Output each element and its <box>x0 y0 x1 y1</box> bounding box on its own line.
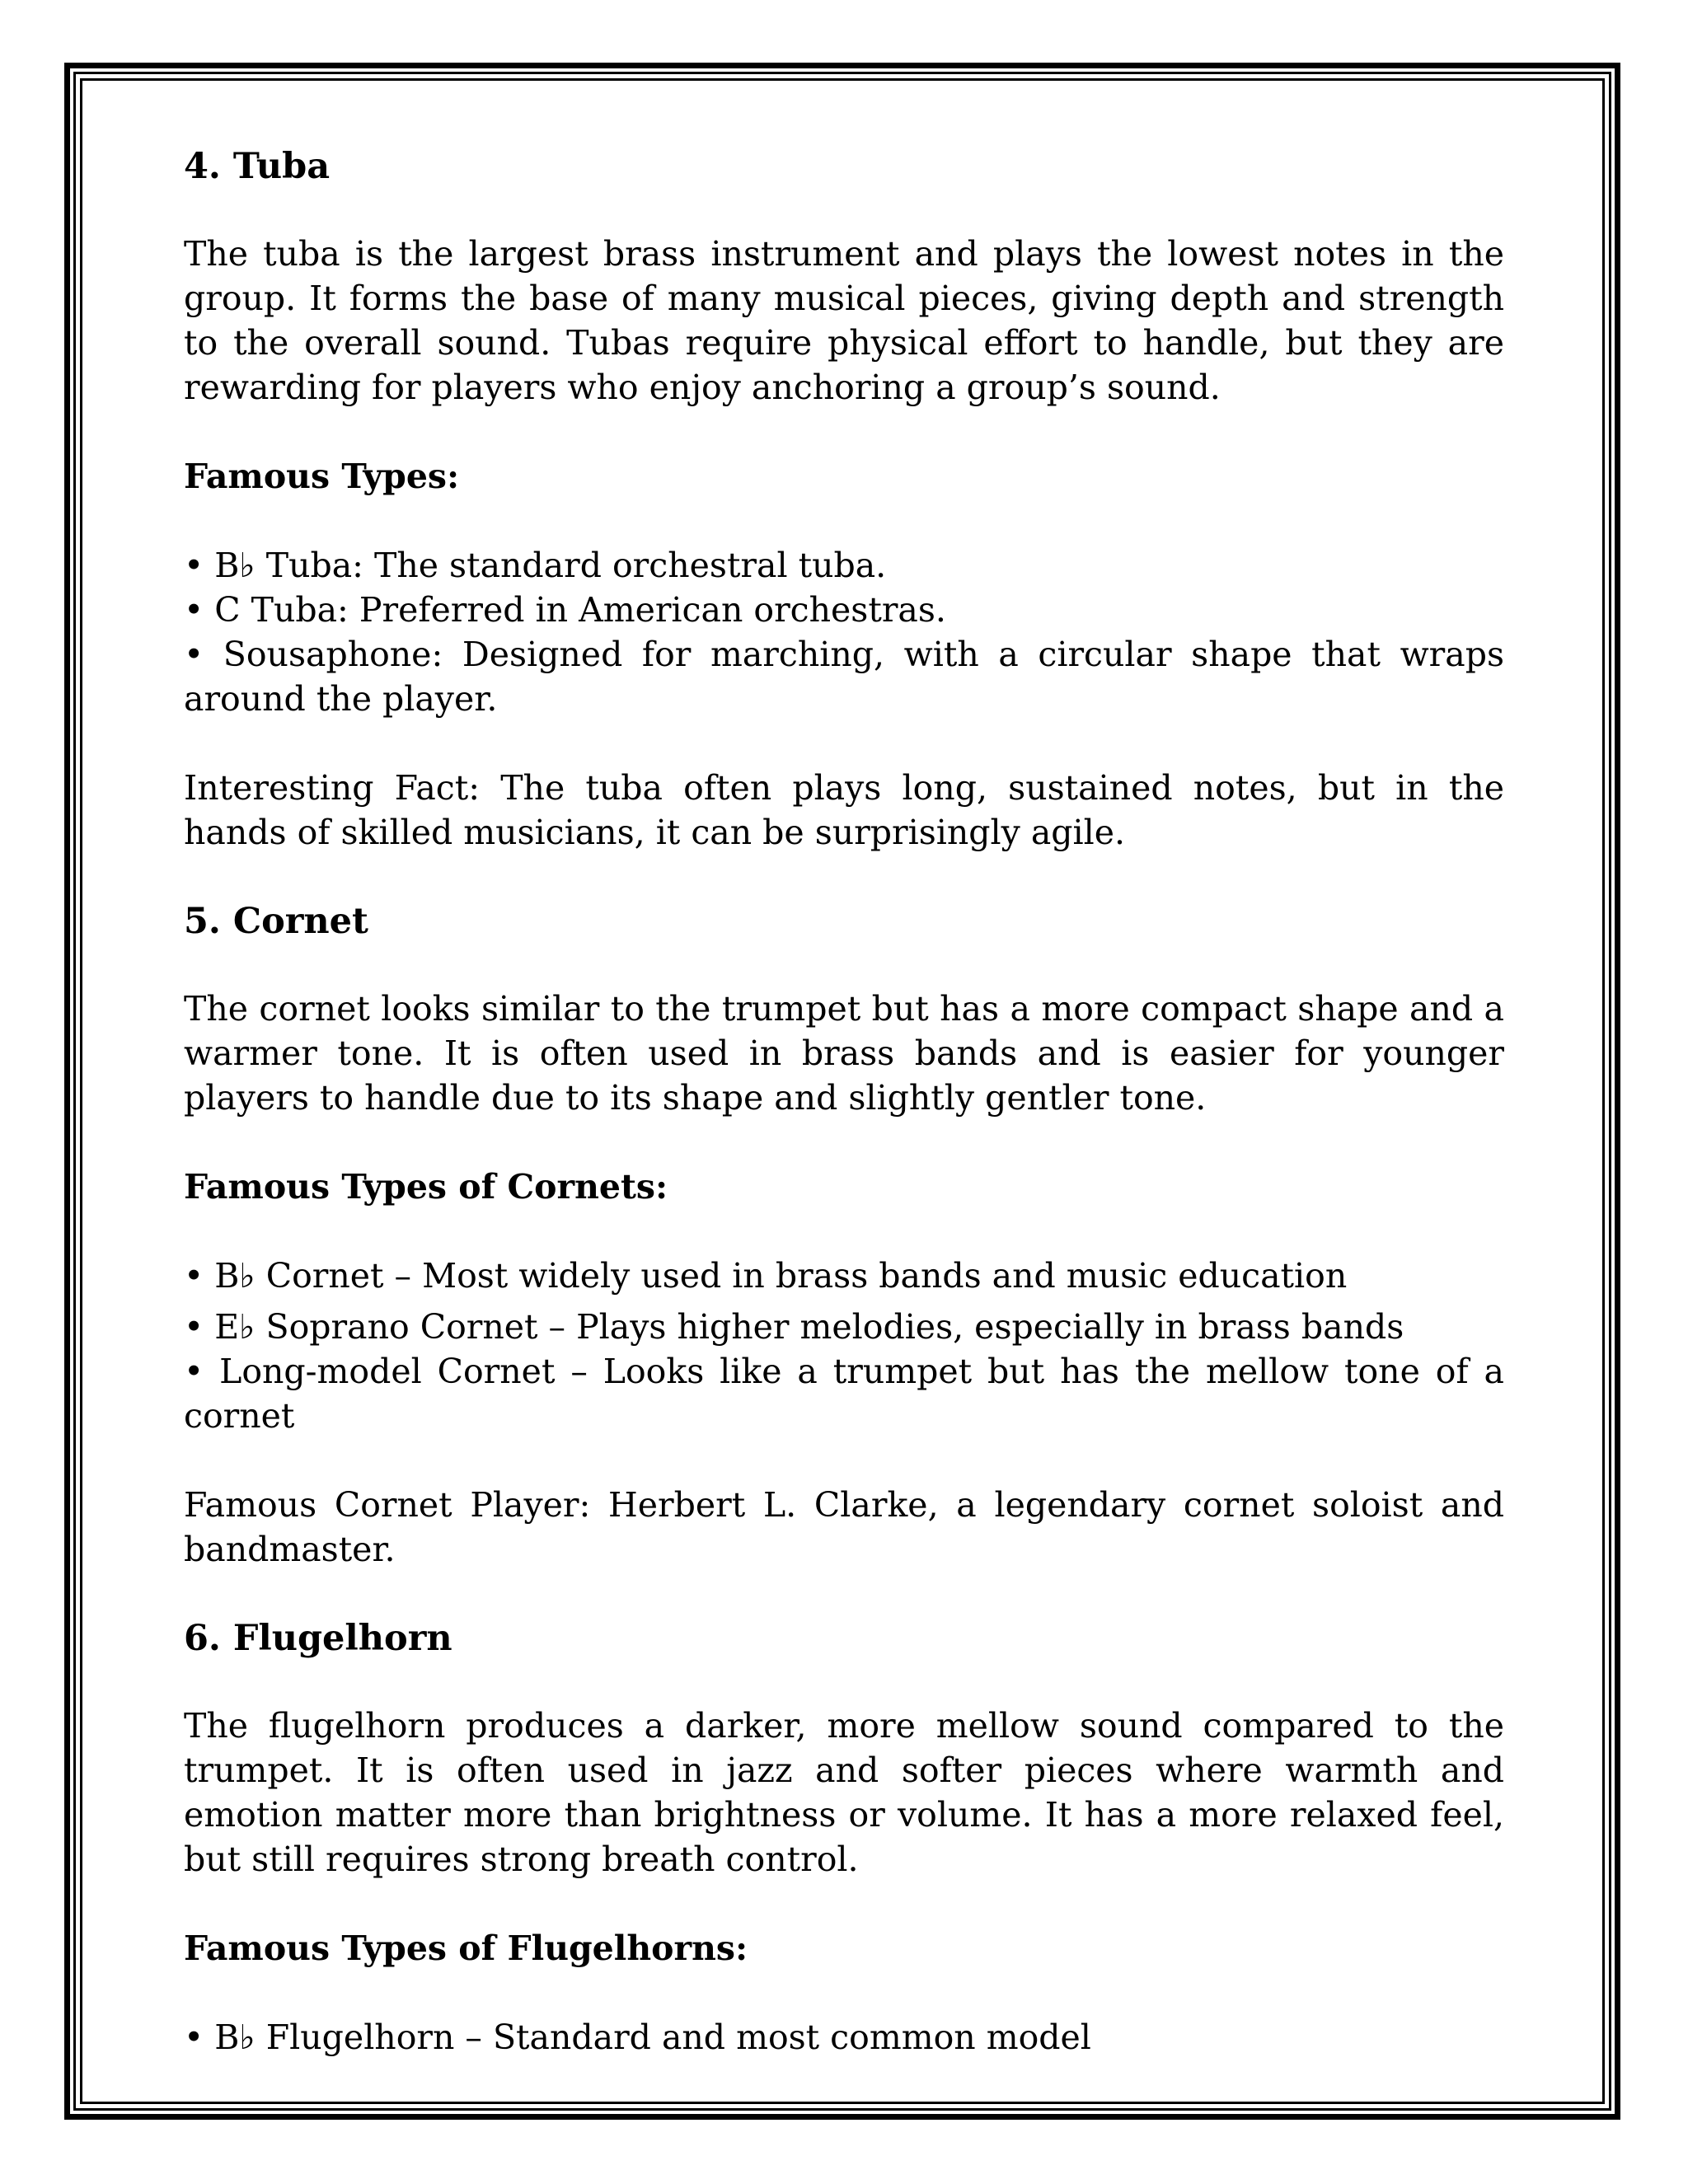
list-item: • B♭ Tuba: The standard orchestral tuba. <box>184 546 887 585</box>
section-description: The tuba is the largest brass instrument and plays the lowest notes in the group. It forms the base of many musical pieces, giving depth and strength to the overall sound. Tubas require physical effort to handle, but they are rewarding for players who enjoy anchoring a group’s sound. <box>184 234 1504 407</box>
document-body <box>184 144 1504 2060</box>
list-item: • Sousaphone: Designed for marching, with a circular shape that wraps around the player. <box>184 635 1504 719</box>
list-item: • Long-model Cornet – Looks like a trumpet but has the mellow tone of a cornet <box>184 1352 1504 1436</box>
section-tuba <box>184 144 1504 899</box>
types-list <box>184 1254 1504 1438</box>
types-subheading: Famous Types: <box>184 457 460 496</box>
list-item: • E♭ Soprano Cornet – Plays higher melodies, especially in brass bands <box>184 1307 1404 1347</box>
section-cornet <box>184 899 1504 1616</box>
interesting-fact: Interesting Fact: The tuba often plays long, sustained notes, but in the hands of skilled musicians, it can be surprisingly agile. <box>184 768 1504 852</box>
section-heading: 6. Flugelhorn <box>184 1618 452 1659</box>
list-item: • B♭ Flugelhorn – Standard and most common model <box>184 2018 1091 2057</box>
section-description: The flugelhorn produces a darker, more mellow sound compared to the trumpet. It is often used in jazz and softer pieces where warmth and emotion matter more than brightness or volume. It has a more relaxed feel, but still requires strong breath control. <box>184 1706 1504 1879</box>
section-flugelhorn <box>184 1616 1504 2060</box>
list-item: • C Tuba: Preferred in American orchestras. <box>184 590 946 630</box>
types-list <box>184 2015 1504 2060</box>
section-heading: 5. Cornet <box>184 901 368 942</box>
types-subheading: Famous Types of Cornets: <box>184 1167 668 1207</box>
section-description: The cornet looks similar to the trumpet but has a more compact shape and a warmer tone. It is often used in brass bands and is easier for younger players to handle due to its shape and slightly gentler tone. <box>184 989 1504 1118</box>
list-item: • B♭ Cornet – Most widely used in brass bands and music education <box>184 1256 1348 1296</box>
section-heading: 4. Tuba <box>184 146 331 187</box>
famous-player-note: Famous Cornet Player: Herbert L. Clarke, a legendary cornet soloist and bandmaster. <box>184 1485 1504 1569</box>
types-list <box>184 543 1504 721</box>
types-subheading: Famous Types of Flugelhorns: <box>184 1929 748 1968</box>
